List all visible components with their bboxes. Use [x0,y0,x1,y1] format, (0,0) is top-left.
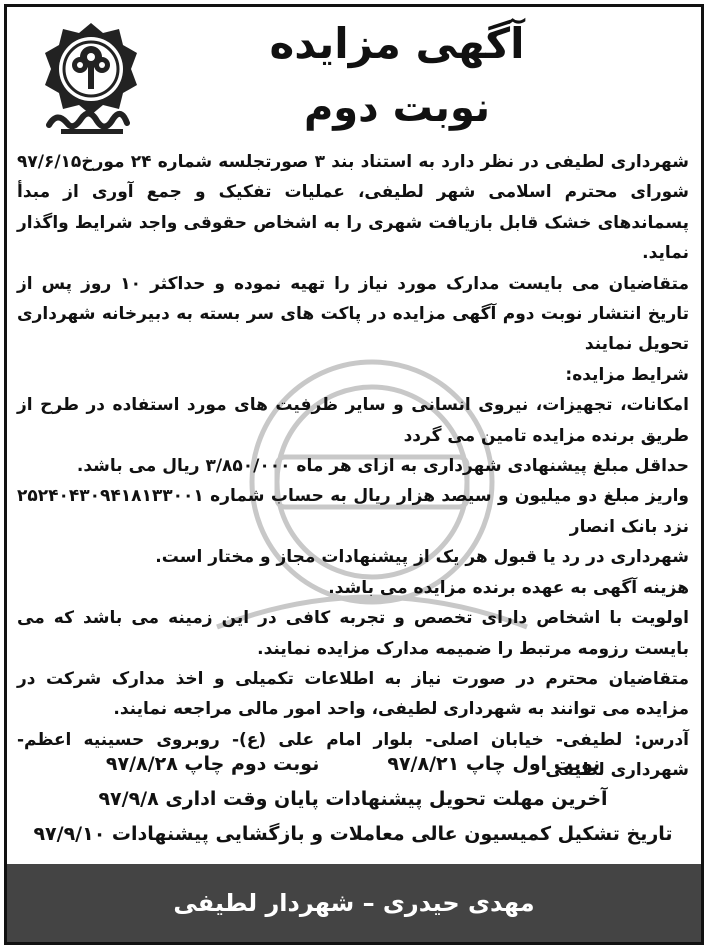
contact-paragraph: متقاضیان محترم در صورت نیاز به اطلاعات تکمیلی و اخذ مدارک شرکت در مزایده می توانند به شهرداری لطیفی، واحد امور مالی مراجعه نمایند. [17,668,689,720]
signature-footer: مهدی حیدری – شهردار لطیفی [7,864,701,942]
intro-paragraph: شهرداری لطیفی در نظر دارد به استناد بند ۳ صورتجلسه شماره ۲۴ مورخ۹۷/۶/۱۵ شورای محترم اسلامی شهر لطیفی، عملیات تفکیک و جمع آوری از مبدأ پسماندهای خشک قابل بازیافت شهری را به اشخاص حقوقی واجد شرایط واگذار نماید. [17,152,689,264]
print-dates-row [17,747,689,782]
commission-date: تاریخ تشکیل کمیسیون عالی معاملات و بازگشایی پیشنهادات ۹۷/۹/۱۰ [33,823,673,845]
page-title: آگهی مزایده [269,19,525,68]
condition-rights: شهرداری در رد یا قبول هر یک از پیشنهادات مجاز و مختار است. [155,547,689,568]
advertisement-frame [4,4,704,945]
first-print-date: نوبت اول چاپ ۹۷/۸/۲۱ [387,753,601,775]
submission-paragraph: متقاضیان می بایست مدارک مورد نیاز را تهیه نموده و حداکثر ۱۰ روز پس از تاریخ انتشار نوبت دوم آگهی مزایده در پاکت های سر بسته به دبیرخانه شهرداری تحویل نمایند [17,273,689,355]
condition-ad-cost: هزینه آگهی به عهده برنده مزایده می باشد. [328,577,689,598]
municipality-emblem-icon [33,17,149,143]
conditions-heading: شرایط مزایده: [565,364,689,385]
condition-minimum-bid: حداقل مبلغ پیشنهادی شهرداری به ازای هر ماه ۳/۸۵۰/۰۰۰ ریال می باشد. [76,456,689,477]
second-print-date: نوبت دوم چاپ ۹۷/۸/۲۸ [105,753,320,775]
condition-priority: اولویت با اشخاص دارای تخصص و تجربه کافی در این زمینه می باشد که می بایست رزومه مرتبط را ضمیمه مدارک مزایده نمایند. [17,608,689,659]
advertisement-body [17,147,689,786]
condition-resources: امکانات، تجهیزات، نیروی انسانی و سایر ظرفیت های مورد استفاده در طرح از طریق برنده مزایده تامین می گردد [17,395,689,446]
page-subtitle: نوبت دوم [303,85,491,131]
deadline-date: آخرین مهلت تحویل پیشنهادات پایان وقت اداری ۹۷/۹/۸ [98,788,608,810]
advertisement-header [7,7,701,152]
condition-deposit: واریز مبلغ دو میلیون و سیصد هزار ریال به حساب شماره ۲۵۲۴۰۴۳۰۹۴۱۸۱۳۳۰۰۱ نزد بانک انصار [17,486,689,537]
address-paragraph: آدرس: لطیفی- خیابان اصلی- بلوار امام علی (ع)- روبروی حسینیه اعظم- شهرداری لطیفی [17,729,689,781]
publication-dates [17,747,689,852]
